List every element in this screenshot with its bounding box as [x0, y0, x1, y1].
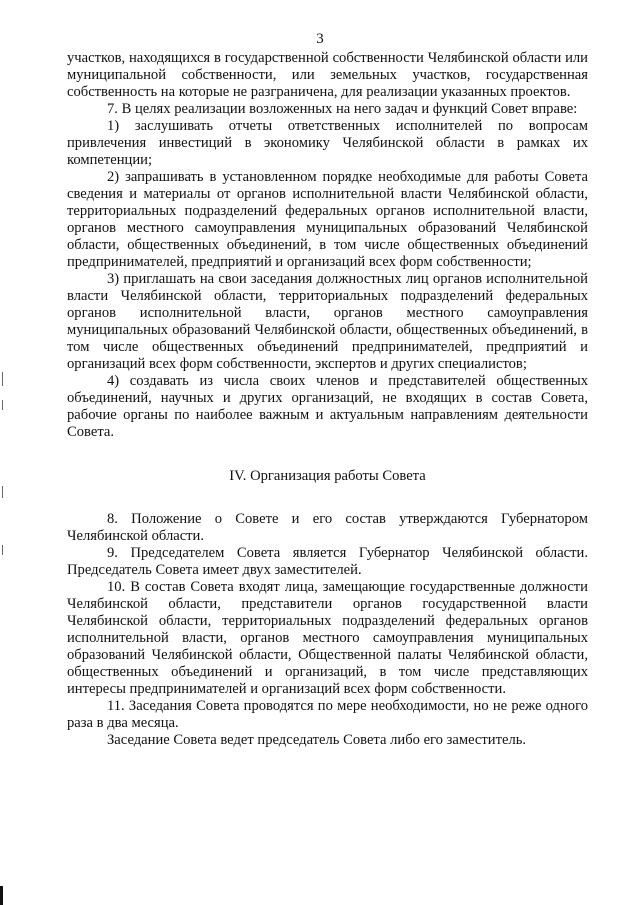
paragraph-subitem-3: 3) приглашать на свои заседания должностных лиц органов исполнительной власти Челябинской области, территориальных подразделений федеральных органов исполнительной власти, органов местного самоуправления муниципальных образований Челябинской области, общественных объединений, в том числе общественных объединений предпринимателей, предприятий и организаций всех форм собственности, экспертов и других специалистов;	[67, 271, 588, 372]
page-number: 3	[316, 31, 324, 47]
paragraph-closing: Заседание Совета ведет председатель Совета либо его заместитель.	[107, 732, 527, 748]
paragraph-subitem-1: 1) заслушивать отчеты ответственных исполнителей по вопросам привлечения инвестиций в экономику Челябинской области в рамках их компетенции;	[67, 118, 588, 168]
paragraph-continuation: участков, находящихся в государственной собственности Челябинской области или муниципальной собственности, или земельных участков, государственная собственность на которые не разграничена, для реализации указанных проектов.	[67, 50, 588, 100]
paragraph-subitem-4: 4) создавать из числа своих членов и представителей общественных объединений, научных и других организаций, не входящих в состав Совета, рабочие органы по наиболее важным и актуальным направлениям деятельности Совета.	[67, 373, 588, 440]
paragraph-item-11: 11. Заседания Совета проводятся по мере необходимости, но не реже одного раза в два месяца.	[67, 698, 588, 731]
scan-edge-mark	[2, 486, 3, 498]
scan-corner-mark	[0, 886, 3, 905]
scan-edge-mark	[2, 545, 3, 555]
paragraph-item-9: 9. Председателем Совета является Губернатор Челябинской области. Председатель Совета имеет двух заместителей.	[67, 545, 588, 578]
section-heading: IV. Организация работы Совета	[229, 468, 426, 484]
paragraph-subitem-2: 2) запрашивать в установленном порядке необходимые для работы Совета сведения и материалы от органов исполнительной власти Челябинской области, территориальных подразделений федеральных органов исполнительной власти, органов местного самоуправления муниципальных образований Челябинской области, общественных объединений, в том числе общественных объединений предпринимателей, предприятий и организаций всех форм собственности;	[67, 169, 588, 270]
document-body	[67, 50, 588, 749]
scan-edge-mark	[2, 372, 3, 386]
paragraph-item-7: 7. В целях реализации возложенных на него задач и функций Совет вправе:	[107, 101, 578, 117]
paragraph-item-8: 8. Положение о Совете и его состав утверждаются Губернатором Челябинской области.	[67, 511, 588, 544]
scan-edge-mark	[2, 400, 3, 410]
paragraph-item-10: 10. В состав Совета входят лица, замещающие государственные должности Челябинской области, представители органов государственной власти Челябинской области, территориальных подразделений федеральных органов исполнительной власти, органов местного самоуправления муниципальных образований Челябинской области, Общественной палаты Челябинской области, общественных объединений и организаций, в том числе представляющих интересы предпринимателей и организаций всех форм собственности.	[67, 579, 588, 697]
